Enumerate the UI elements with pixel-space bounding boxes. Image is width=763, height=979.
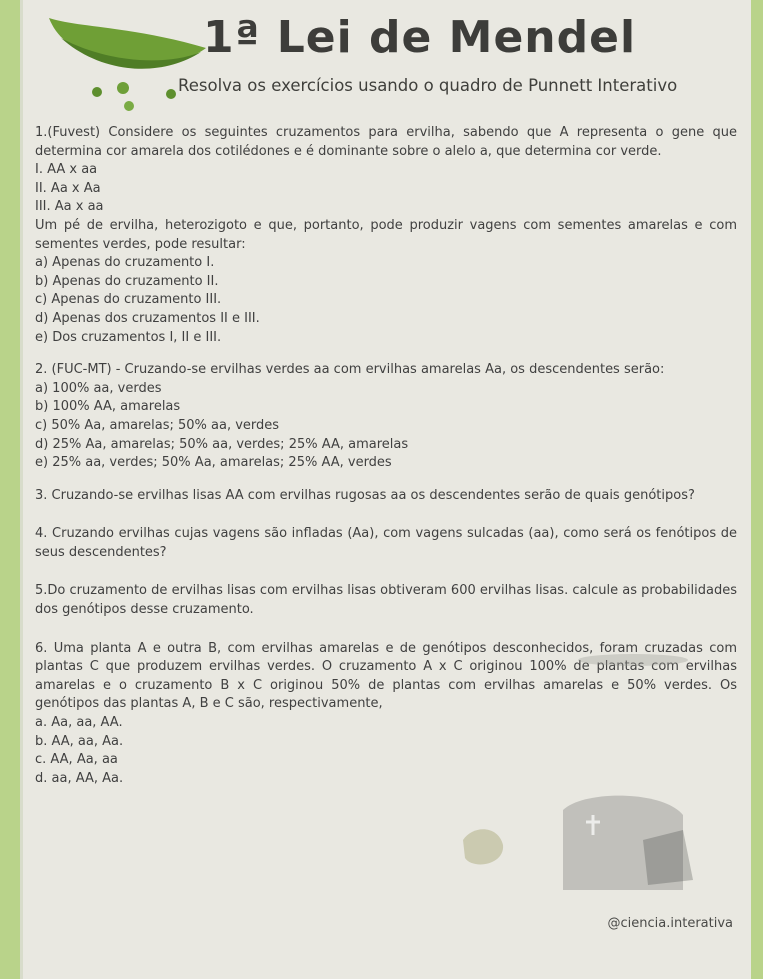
answer-option: b. AA, aa, Aa. xyxy=(35,733,124,749)
cross-item: I. AA x aa xyxy=(35,162,98,178)
cross-item: III. Aa x aa xyxy=(35,199,104,215)
question-1-text: 1.(Fuvest) Considere os seguintes cruzamentos para ervilha, sabendo que A representa o gene que determina cor amarela dos cotilédones e é dominante sobre o alelo a, que determina cor verde. xyxy=(35,125,737,159)
seed-bag-icon xyxy=(463,829,503,864)
hair-icon xyxy=(578,654,688,666)
answer-option: b) Apenas do cruzamento II. xyxy=(35,273,219,289)
answer-option: c) 50% Aa, amarelas; 50% aa, verdes xyxy=(35,417,280,433)
pea-icon xyxy=(166,89,176,99)
answer-option: e) 25% aa, verdes; 50% Aa, amarelas; 25% AA, verdes xyxy=(35,455,392,471)
answer-option: e) Dos cruzamentos I, II e III. xyxy=(35,329,222,345)
question-2-text: 2. (FUC-MT) - Cruzando-se ervilhas verdes aa com ervilhas amarelas Aa, os descendentes serão: xyxy=(35,362,665,378)
mendel-illustration xyxy=(443,640,743,910)
answer-option: d. aa, AA, Aa. xyxy=(35,770,124,786)
cross-item: II. Aa x Aa xyxy=(35,180,101,196)
answer-option: a) 100% aa, verdes xyxy=(35,380,162,396)
question-1-prompt: Um pé de ervilha, heterozigoto e que, portanto, pode produzir vagens com sementes amarelas e com sementes verdes, pode resultar: xyxy=(35,217,737,252)
question-6-text: 6. Uma planta A e outra B, com ervilhas amarelas e de genótipos desconhecidos, foram cruzadas com plantas C que produzem ervilhas verdes. O cruzamento A x C originou 100% de plantas com ervilhas amarelas e o cruzamento B x C originou 50% de plantas com ervilhas amarelas e 50% verdes. Os genótipos das plantas A, B e C são, respectivamente, xyxy=(35,640,737,712)
pea-icon xyxy=(92,87,102,97)
answer-option: a. Aa, aa, AA. xyxy=(35,715,123,731)
header xyxy=(23,0,751,120)
pea-icon xyxy=(117,82,129,94)
pea-pod-illustration xyxy=(41,8,216,113)
author-handle: @ciencia.interativa xyxy=(607,916,733,931)
question-5-text: 5.Do cruzamento de ervilhas lisas com ervilhas lisas obtiveram 600 ervilhas lisas. calcule as probabilidades dos genótipos desse cruzamento. xyxy=(35,583,737,618)
question-4-text: 4. Cruzando ervilhas cujas vagens são infladas (Aa), com vagens sulcadas (aa), como será os fenótipos de seus descendentes? xyxy=(35,526,737,560)
book-icon xyxy=(643,830,693,885)
answer-option: d) 25% Aa, amarelas; 50% aa, verdes; 25% AA, amarelas xyxy=(35,436,409,452)
answer-option: c. AA, Aa, aa xyxy=(35,752,118,768)
answer-option: b) 100% AA, amarelas xyxy=(35,399,181,415)
answer-option: c) Apenas do cruzamento III. xyxy=(35,292,222,308)
answer-option: a) Apenas do cruzamento I. xyxy=(35,255,215,271)
question-3-text: 3. Cruzando-se ervilhas lisas AA com ervilhas rugosas aa os descendentes serão de quais genótipos? xyxy=(35,487,695,503)
page-subtitle: Resolva os exercícios usando o quadro de Punnett Interativo xyxy=(178,76,678,95)
page-title: 1ª Lei de Mendel xyxy=(203,12,637,63)
worksheet-page xyxy=(20,0,751,979)
pea-icon xyxy=(124,101,134,111)
pea-pod-icon xyxy=(49,18,206,63)
answer-option: d) Apenas dos cruzamentos II e III. xyxy=(35,310,260,326)
